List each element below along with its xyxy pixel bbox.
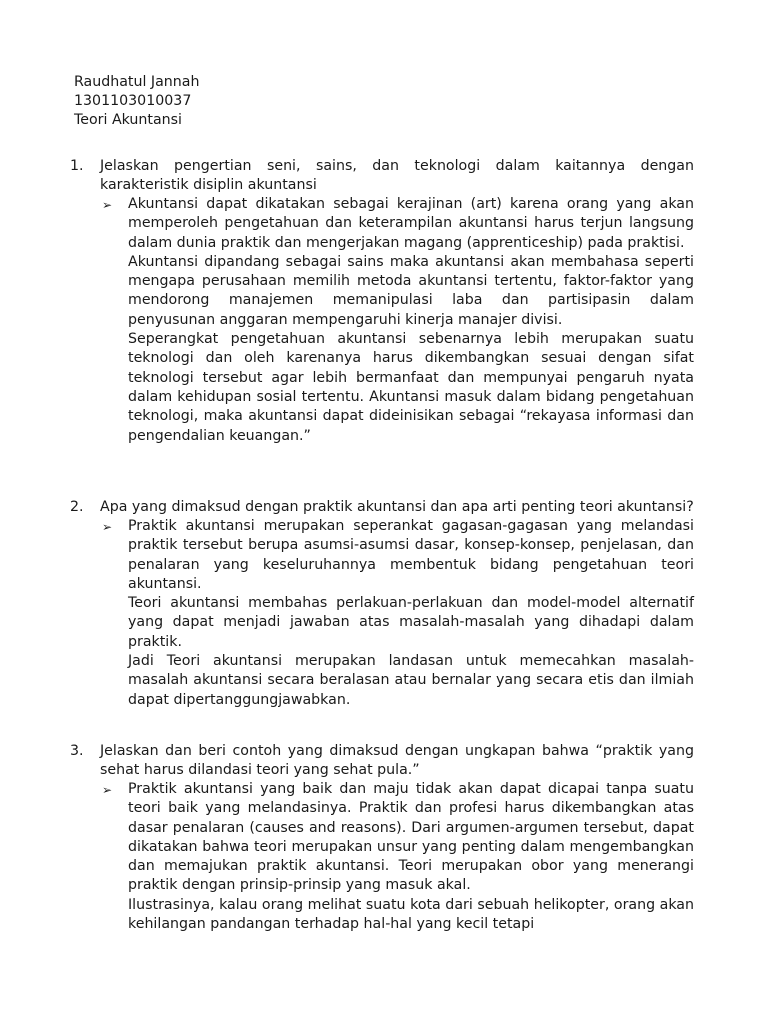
arrow-bullet-icon: ➢ (102, 198, 113, 212)
answer-paragraph: Akuntansi dipandang sebagai sains maka akuntansi akan membahasa seperti mengapa perusahaan memilih metoda akuntansi tertentu, faktor-faktor yang mendorong manajemen memanipulasi laba dan partisipasin dalam penyusunan anggaran mempengaruhi kinerja manajer divisi. (128, 253, 694, 328)
answer-paragraph: Praktik akuntansi merupakan seperankat gagasan-gagasan yang melandasi praktik tersebut berupa asumsi-asumsi dasar, konsep-konsep, penjelasan, dan penalaran yang keseluruhannya membentuk bidang pengetahuan teori akuntansi. (128, 518, 694, 592)
question-text: Jelaskan dan beri contoh yang dimaksud dengan ungkapan bahwa “praktik yang sehat harus dilandasi teori yang sehat pula.” (100, 743, 694, 778)
arrow-bullet-icon: ➢ (102, 783, 113, 797)
question-text: Apa yang dimaksud dengan praktik akuntansi dan apa arti penting teori akuntansi? (100, 499, 694, 515)
question-text: Jelaskan pengertian seni, sains, dan teknologi dalam kaitannya dengan karakteristik disiplin akuntansi (100, 158, 694, 193)
document-header (74, 73, 199, 130)
answer-paragraph: Teori akuntansi membahas perlakuan-perlakuan dan model-model alternatif yang dapat menjadi jawaban atas masalah-masalah yang dihadapi dalam praktik. (128, 595, 694, 650)
question-2 (70, 498, 694, 710)
author-name: Raudhatul Jannah (74, 74, 200, 90)
answer-paragraph: Praktik akuntansi yang baik dan maju tidak akan dapat dicapai tanpa suatu teori baik yang melandasinya. Praktik dan profesi harus dikembangkan atas dasar penalaran (causes and reasons). Dari argumen-argumen tersebut, dapat dikatakan bahwa teori merupakan unsur yang penting dalam mengembangkan dan memajukan praktik akuntansi. Teori merupakan obor yang menerangi praktik dengan prinsip-prinsip yang masuk akal. (128, 781, 694, 894)
question-number: 1. (70, 158, 84, 174)
question-number: 3. (70, 743, 84, 759)
course-title: Teori Akuntansi (74, 112, 182, 128)
question-3 (70, 742, 694, 934)
answer-block (102, 195, 694, 446)
answer-paragraph: Akuntansi dapat dikatakan sebagai kerajinan (art) karena orang yang akan memperoleh pengetahuan dan keterampilan akuntansi harus terjun langsung dalam dunia praktik dan mengerjakan magang (apprenticeship) pada praktisi. (128, 196, 694, 251)
arrow-bullet-icon: ➢ (102, 520, 113, 534)
question-number: 2. (70, 499, 84, 515)
answer-paragraph: Seperangkat pengetahuan akuntansi sebenarnya lebih merupakan suatu teknologi dan oleh karenanya harus dikembangkan sesuai dengan sifat teknologi tersebut agar lebih bermanfaat dan mempunyai pengaruh nyata dalam kehidupan sosial tertentu. Akuntansi masuk dalam bidang pengetahuan teknologi, maka akuntansi dapat dideinisikan sebagai “rekayasa informasi dan pengendalian keuangan.” (128, 331, 694, 444)
answer-block (102, 517, 694, 710)
student-id: 1301103010037 (74, 93, 192, 109)
answer-paragraph: Jadi Teori akuntansi merupakan landasan untuk memecahkan masalah-masalah akuntansi secara beralasan atau bernalar yang secara etis dan ilmiah dapat dipertanggungjawabkan. (128, 653, 694, 708)
question-1 (70, 157, 694, 446)
answer-paragraph: Ilustrasinya, kalau orang melihat suatu kota dari sebuah helikopter, orang akan kehilangan pandangan terhadap hal-hal yang kecil tetapi (128, 896, 694, 933)
answer-block (102, 780, 694, 934)
